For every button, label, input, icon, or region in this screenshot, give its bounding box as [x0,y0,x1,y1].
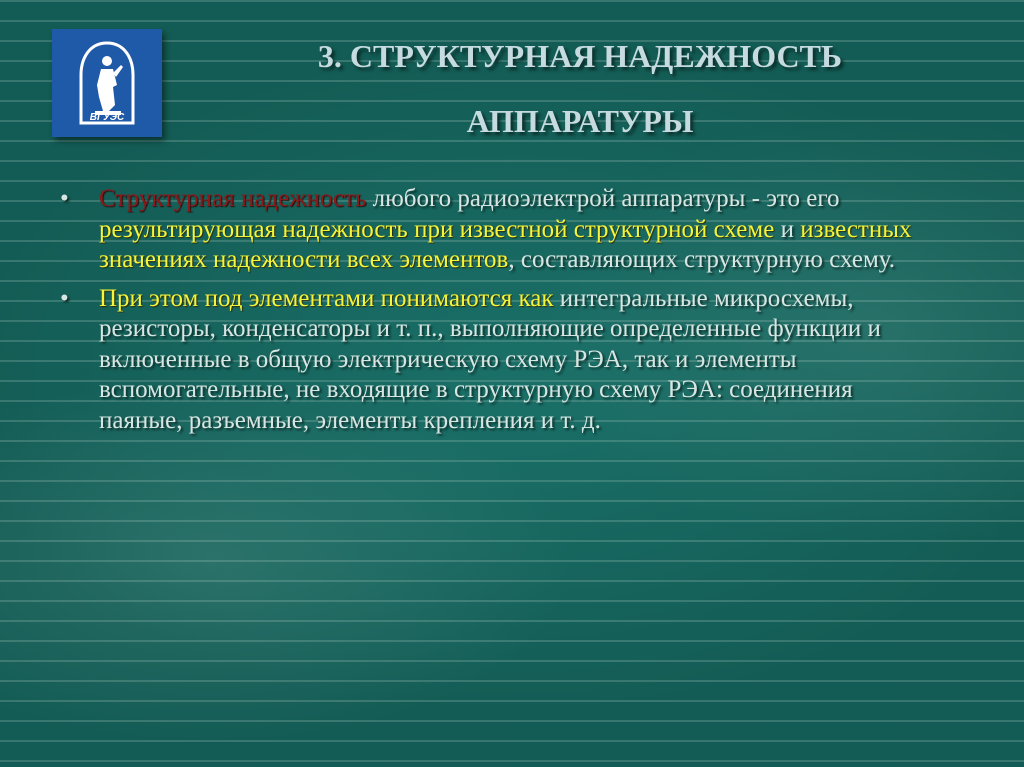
highlight-term-red: Структурная надежность [99,185,367,212]
highlight-yellow: При этом под элементами понимаются как [99,284,554,312]
logo-caption: ВГУЭС [89,112,125,123]
bullet-item-2 [60,284,940,437]
bullet-marker: • [60,185,69,212]
highlight-yellow: результирующая надежность при известной структурной схеме [99,215,775,243]
text-segment: и [774,215,801,243]
highlight-yellow: известных значениях надежности всех элементов [99,215,912,273]
text-segment: интегральные микросхемы, резисторы, конденсаторы и т. п., выполняющие определенные функции и включенные в общую электрическую схему РЭА, так и элементы вспомогательные, не входящие в структурную схему РЭА: соединения паяные, разъемные, элементы крепления и т. д. [99,284,881,434]
bullet-marker: • [60,284,69,312]
slide-title-line-1: 3. СТРУКТУРНАЯ НАДЕЖНОСТЬ [317,38,843,74]
slide-body [60,184,940,444]
slide-title-line-2: АППАРАТУРЫ [466,103,694,139]
text-segment: любого радиоэлектрой аппаратуры - это его [366,185,840,212]
bullet-item-1 [60,184,940,276]
text-segment: , составляющих структурную схему. [508,246,896,273]
university-logo [52,29,162,137]
